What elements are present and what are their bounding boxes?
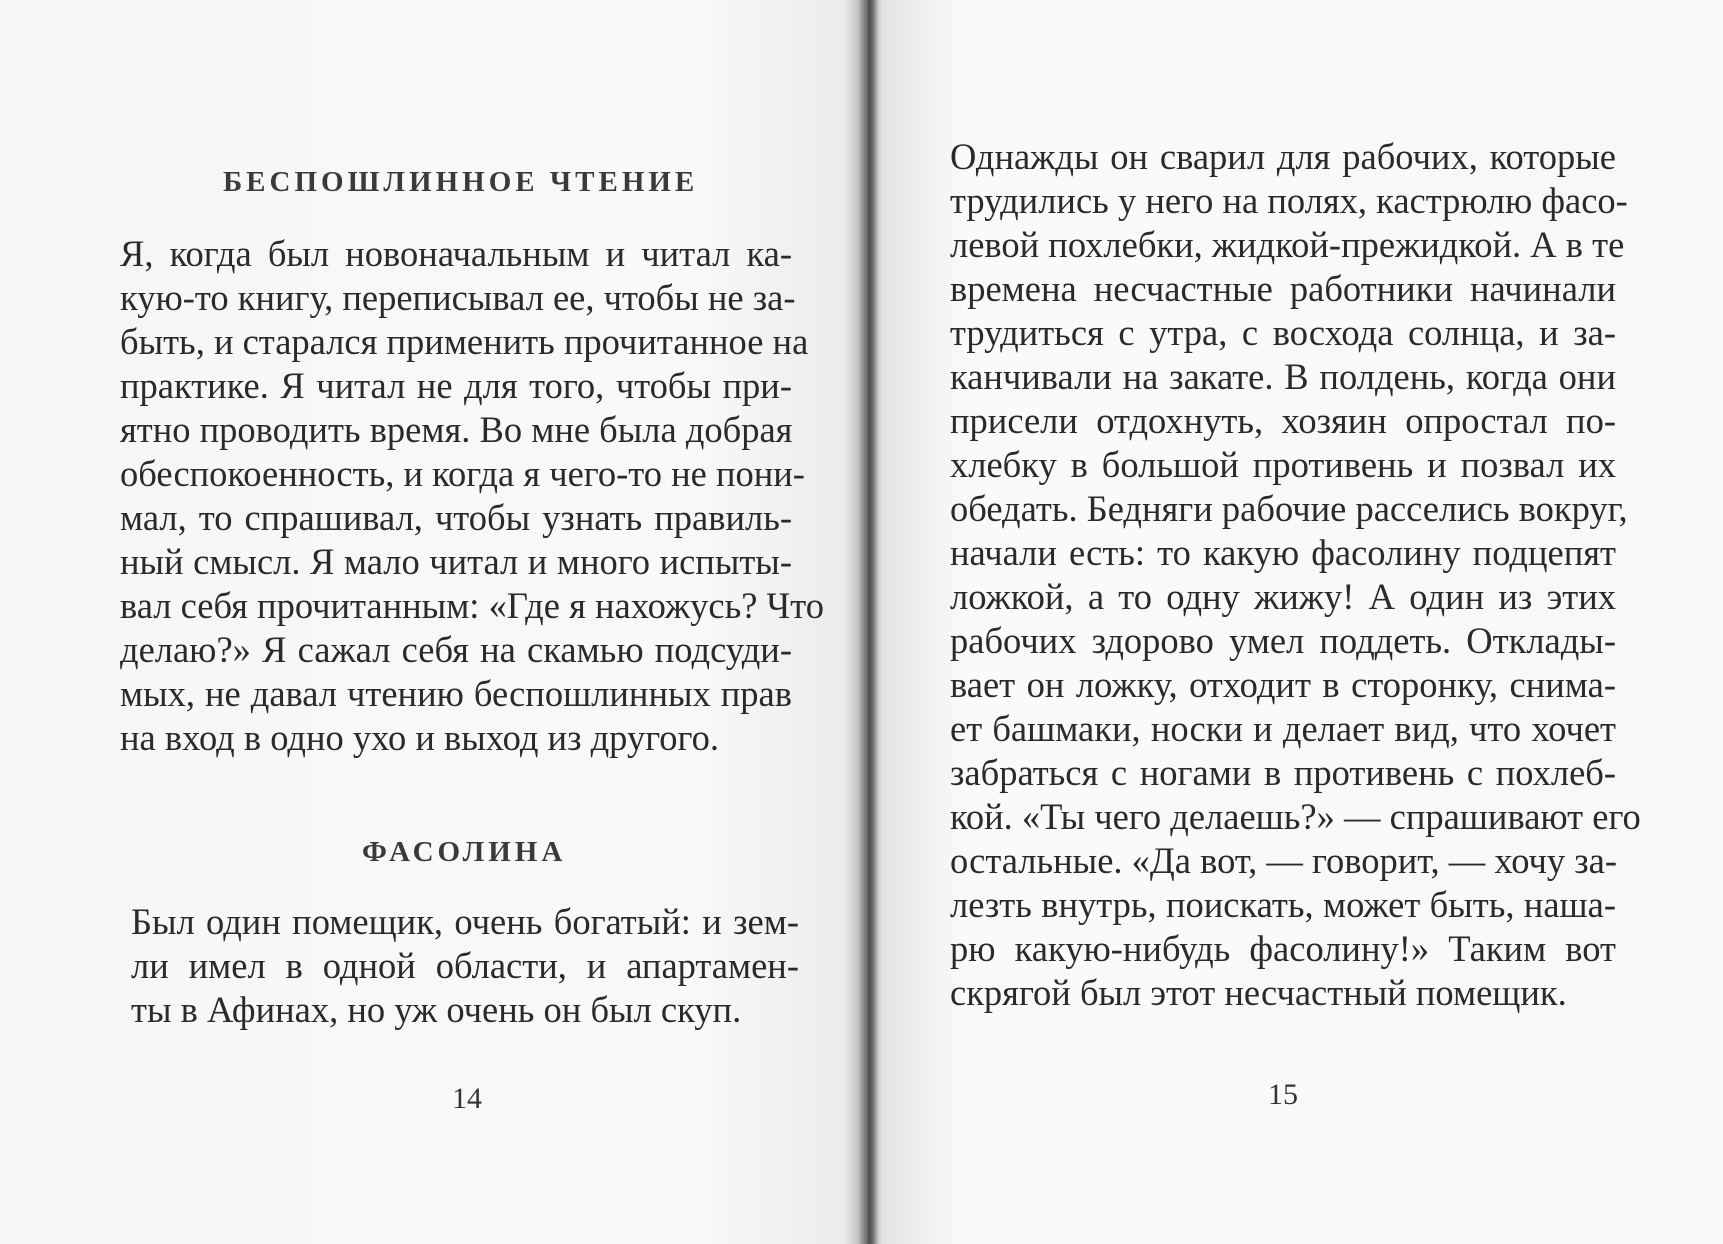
text-line: времена несчастные работники начинали xyxy=(950,268,1616,309)
text-line: присели отдохнуть, хозяин опростал по- xyxy=(950,400,1616,441)
text-line: Был один помещик, очень богатый: и зем- xyxy=(131,901,799,942)
text-line: ет башмаки, носки и делает вид, что хочет xyxy=(950,708,1616,749)
text-line: обеспокоенность, и когда я чего-то не пони- xyxy=(120,453,805,494)
text-line: быть, и старался применить прочитанное на xyxy=(120,321,809,362)
text-line: трудиться с утра, с восхода солнца, и за- xyxy=(950,312,1616,353)
text-line: трудились у него на полях, кастрюлю фасо- xyxy=(950,180,1628,221)
text-line: кую-то книгу, переписывал ее, чтобы не за- xyxy=(120,277,796,318)
text-line: канчивали на закате. В полдень, когда они xyxy=(950,356,1616,397)
text-line: Однажды он сварил для рабочих, которые xyxy=(950,136,1616,177)
right-page xyxy=(878,0,1723,1244)
text-line: хлебку в большой противень и позвал их xyxy=(950,444,1616,485)
text-line: рю какую-нибудь фасолину!» Таким вот xyxy=(950,928,1616,969)
text-line: ятно проводить время. Во мне была добрая xyxy=(120,409,793,450)
text-line: левой похлебки, жидкой-прежидкой. А в те xyxy=(950,224,1625,265)
text-line: рабочих здорово умел поддеть. Отклады- xyxy=(950,620,1616,661)
section-body-duty-free-reading xyxy=(120,232,824,760)
section-body-bean xyxy=(131,900,799,1032)
text-line: ты в Афинах, но уж очень он был скуп. xyxy=(131,989,742,1030)
section-title-bean: ФАСОЛИНА xyxy=(362,836,567,868)
text-line: обедать. Бедняги рабочие расселись вокруг, xyxy=(950,488,1628,529)
page-number-right: 15 xyxy=(1268,1078,1298,1111)
text-line: мал, то спрашивал, чтобы узнать правиль- xyxy=(120,497,792,538)
text-line: кой. «Ты чего делаешь?» — спрашивают его xyxy=(950,796,1641,837)
text-line: скрягой был этот несчастный помещик. xyxy=(950,972,1567,1013)
text-line: остальные. «Да вот, — говорит, — хочу за- xyxy=(950,840,1618,881)
section-body-bean-continued xyxy=(950,135,1641,1015)
text-line: вает он ложку, отходит в сторонку, снима- xyxy=(950,664,1616,705)
text-line: делаю?» Я сажал себя на скамью подсуди- xyxy=(120,629,792,670)
text-line: ложкой, а то одну жижу! А один из этих xyxy=(950,576,1616,617)
text-line: практике. Я читал не для того, чтобы при- xyxy=(120,365,792,406)
text-line: забраться с ногами в противень с похлеб- xyxy=(950,752,1616,793)
text-line: Я, когда был новоначальным и читал ка- xyxy=(120,233,792,274)
text-line: лезть внутрь, поискать, может быть, наша- xyxy=(950,884,1616,925)
text-line: ный смысл. Я мало читал и много испыты- xyxy=(120,541,792,582)
text-line: ли имел в одной области, и апартамен- xyxy=(131,945,799,986)
text-line: вал себя прочитанным: «Где я нахожусь? Что xyxy=(120,585,824,626)
section-title-duty-free-reading: БЕСПОШЛИННОЕ ЧТЕНИЕ xyxy=(223,166,699,198)
text-line: начали есть: то какую фасолину подцепят xyxy=(950,532,1616,573)
text-line: на вход в одно ухо и выход из другого. xyxy=(120,717,719,758)
text-line: мых, не давал чтению беспошлинных прав xyxy=(120,673,792,714)
page-number-left: 14 xyxy=(452,1082,482,1115)
